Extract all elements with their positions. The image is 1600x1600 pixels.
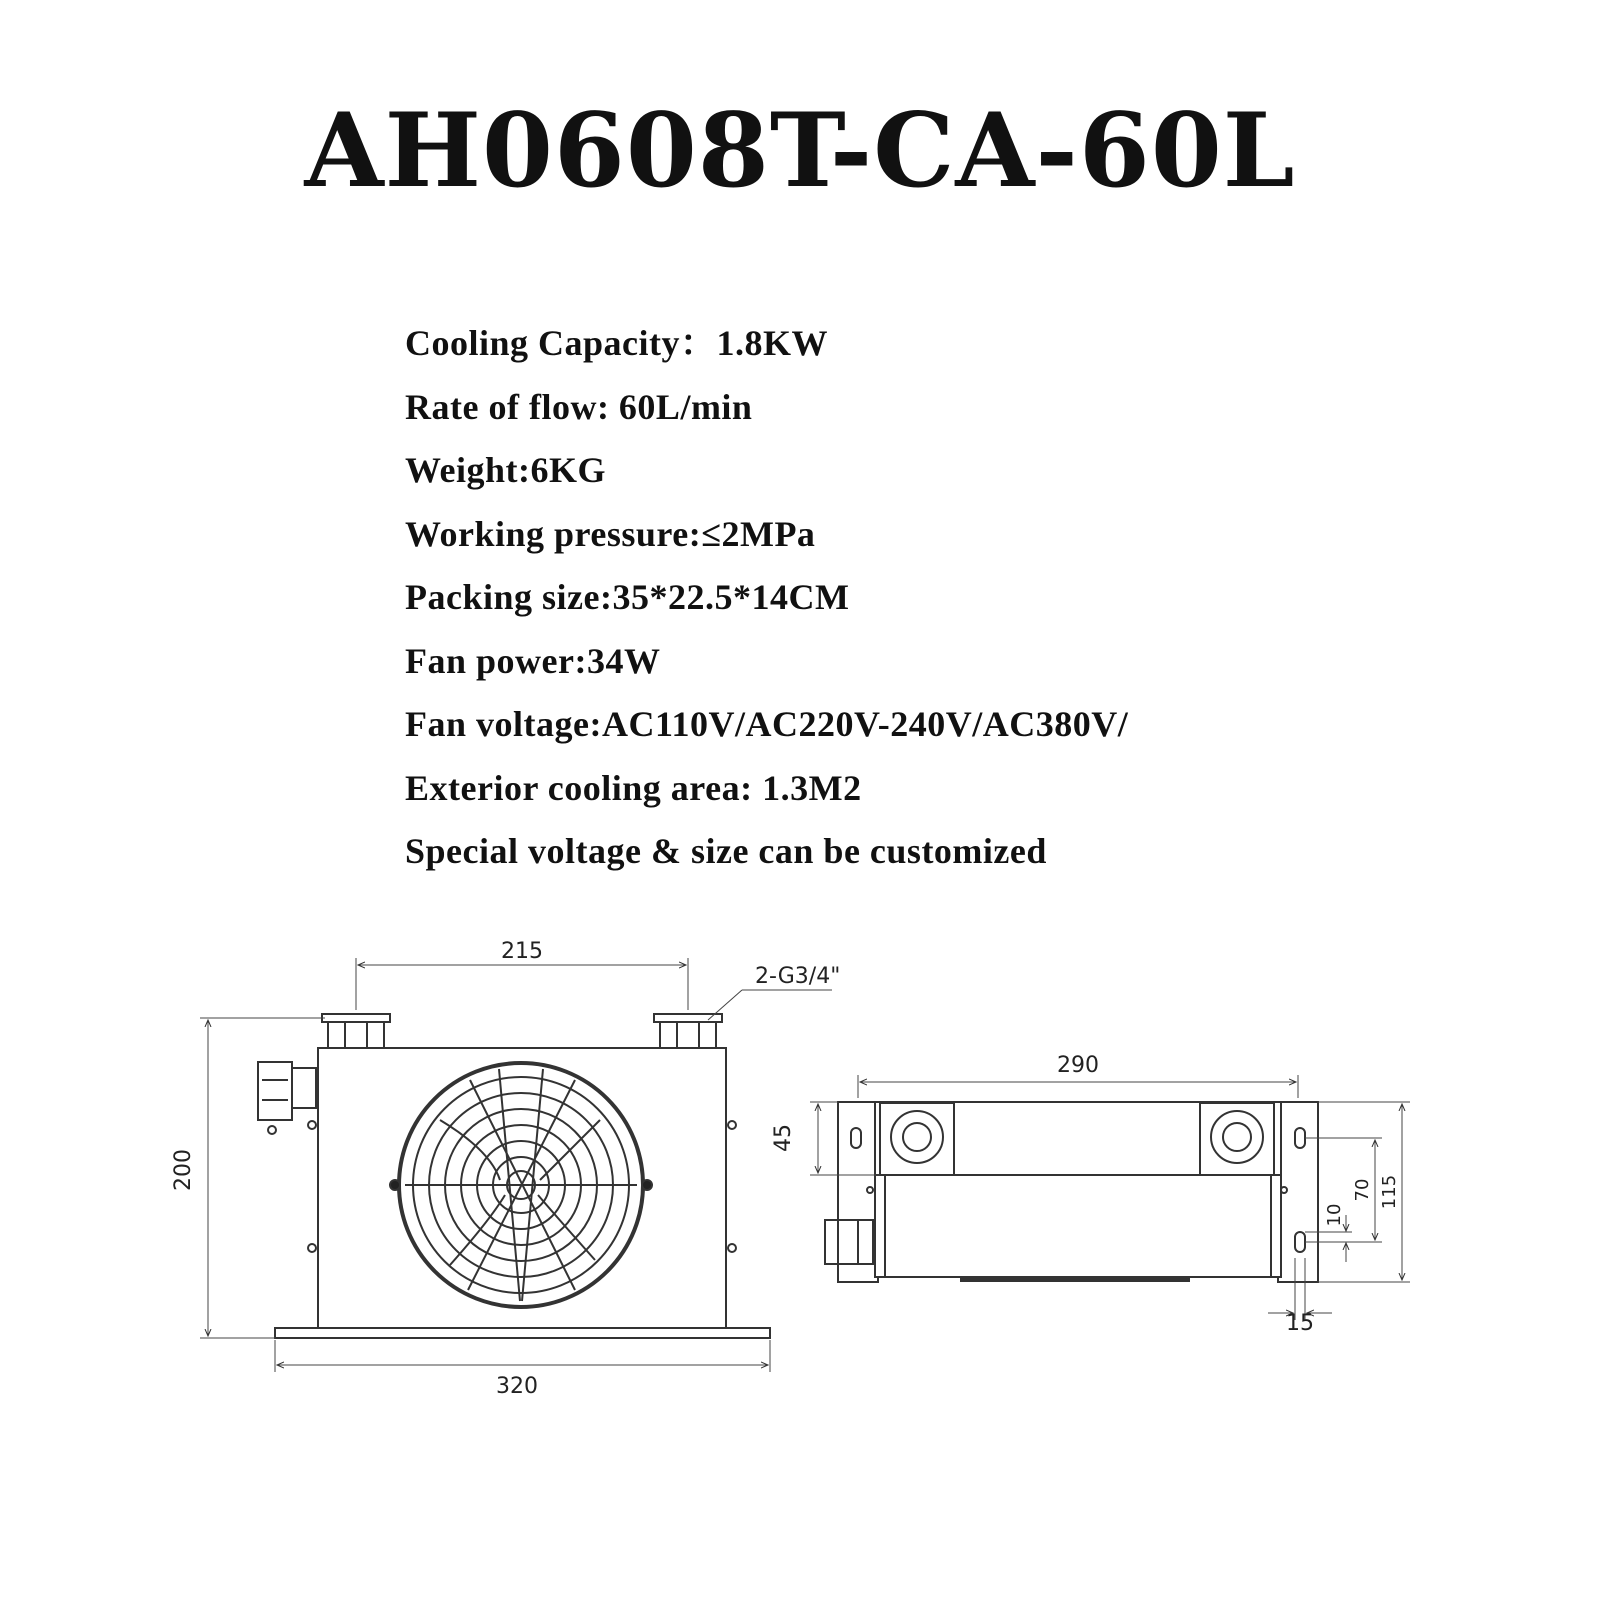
spec-customization-note: Special voltage & size can be customized <box>405 831 1047 871</box>
dim-mount-height: 70 <box>1352 1178 1373 1202</box>
front-port-left <box>322 1014 390 1048</box>
dim-front-width: 320 <box>496 1374 538 1399</box>
product-model-title: AH0608T-CA-60L <box>304 91 1296 211</box>
side-lower-fitting <box>825 1220 873 1264</box>
spec-fan-voltage: Fan voltage:AC110V/AC220V-240V/AC380V/ <box>405 704 1129 744</box>
dim-side-length: 290 <box>1057 1053 1099 1078</box>
spec-list <box>405 312 1128 884</box>
spec-fan-power: Fan power:34W <box>405 640 661 681</box>
front-body <box>318 1048 726 1328</box>
dim-port-thread: 2-G3/4" <box>755 964 841 989</box>
spec-cooling-capacity: Cooling Capacity：1.8KW <box>405 323 829 363</box>
dim-port-spacing: 215 <box>501 939 543 964</box>
front-port-right <box>654 1014 722 1048</box>
dim-slot-offset: 10 <box>1324 1203 1345 1227</box>
dim-total-height: 115 <box>1379 1174 1400 1210</box>
dim-base-width: 15 <box>1286 1311 1314 1336</box>
dim-front-height: 200 <box>171 1149 196 1191</box>
spec-working-pressure: Working pressure:≤2MPa <box>405 513 816 554</box>
spec-cooling-area: Exterior cooling area: 1.3M2 <box>405 767 862 808</box>
front-view <box>258 1014 770 1338</box>
technical-drawing <box>0 900 1600 1420</box>
front-base-plate <box>275 1328 770 1338</box>
side-view <box>825 1102 1318 1282</box>
dim-port-height: 45 <box>771 1124 796 1152</box>
spec-weight: Weight:6KG <box>405 450 606 490</box>
junction-box <box>258 1062 316 1134</box>
spec-flow-rate: Rate of flow: 60L/min <box>405 386 753 427</box>
spec-packing-size: Packing size:35*22.5*14CM <box>405 577 850 617</box>
